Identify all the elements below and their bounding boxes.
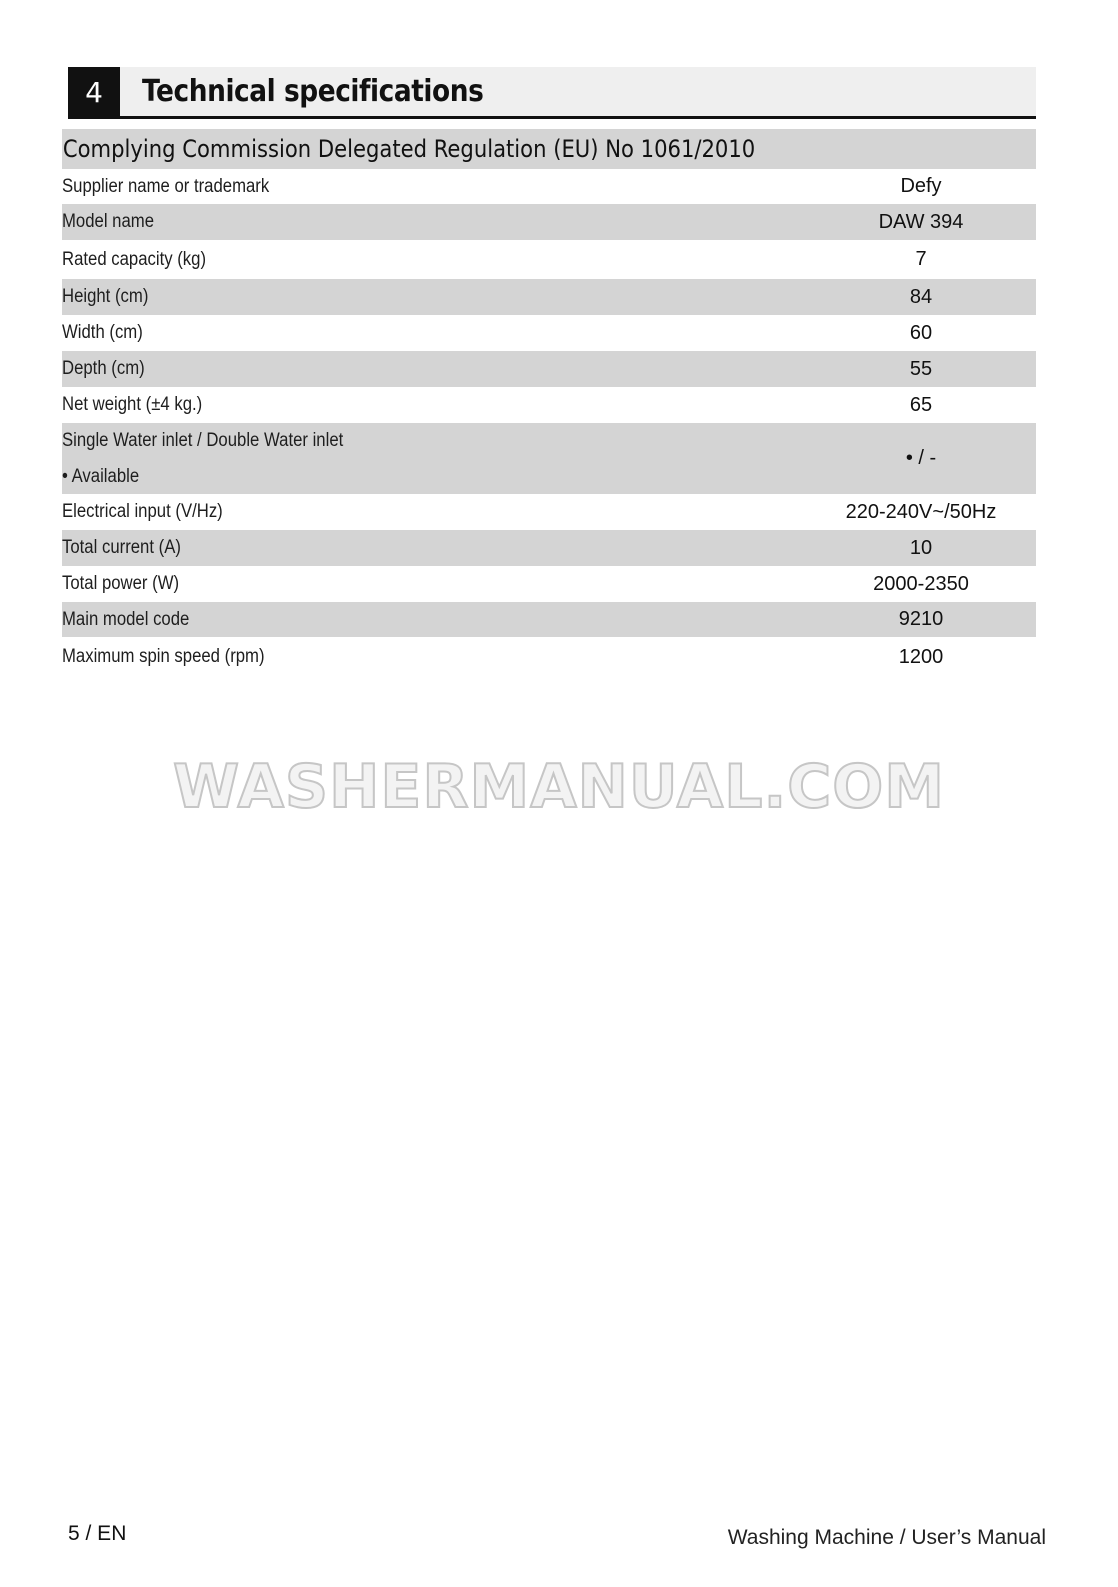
watermark: WASHERMANUAL.COM [173,752,945,822]
spec-value: 84 [909,285,933,308]
spec-value: 10 [909,536,933,559]
spec-value: 55 [909,357,933,380]
spec-value: 220-240V~/50Hz [845,500,997,523]
spec-row-spin-speed [62,637,1036,677]
spec-label [62,387,806,423]
spec-value: 1200 [898,645,944,668]
section-title: Technical specifications [142,74,484,109]
table-title [62,129,1036,169]
spec-value: Defy [900,175,942,197]
spec-row-height [62,279,1036,315]
spec-label-text: Maximum spin speed (rpm) [62,646,265,667]
spec-label [62,169,806,204]
spec-label [62,602,806,637]
footer-title: Washing Machine / User’s Manual [727,1526,1046,1549]
spec-value: 7 [915,248,927,270]
spec-row-total-current [62,530,1036,566]
spec-label [62,637,806,677]
spec-row-total-power [62,566,1036,602]
spec-label-subtext: • Available [62,465,140,487]
spec-label-text: Total power (W) [62,573,180,594]
spec-label-text: Main model code [62,608,190,630]
spec-label [62,530,806,566]
spec-label-text: Height (cm) [62,286,149,307]
spec-table [62,129,1036,677]
spec-row-water-inlet [62,423,1036,494]
spec-row-model-name [62,204,1036,240]
spec-row-electrical-input [62,494,1036,530]
spec-label-text: Model name [62,211,155,232]
spec-label-text: Width (cm) [62,322,143,343]
spec-row-depth [62,351,1036,387]
spec-row-main-model-code [62,602,1036,637]
spec-value: DAW 394 [878,210,964,233]
spec-label [62,423,806,494]
spec-label-text: Total current (A) [62,537,181,558]
spec-value: 60 [909,321,933,344]
spec-label [62,204,806,240]
spec-row-width [62,315,1036,351]
spec-row-capacity [62,240,1036,279]
spec-row-supplier [62,169,1036,204]
spec-label [62,566,806,602]
spec-label [62,494,806,530]
spec-value: • / - [905,447,937,469]
spec-label [62,279,806,315]
spec-label [62,315,806,351]
spec-label-text: Electrical input (V/Hz) [62,501,223,522]
spec-value: 2000-2350 [873,572,969,595]
section-number: 4 [68,67,120,119]
spec-row-net-weight [62,387,1036,423]
spec-value: 65 [909,393,933,416]
spec-label-text: Single Water inlet / Double Water inlet [62,429,344,451]
spec-label-text: Rated capacity (kg) [62,248,207,270]
spec-value: 9210 [898,608,944,630]
section-header [68,67,1036,119]
spec-label [62,351,806,387]
footer-page-number: 5 / EN [68,1522,127,1545]
spec-label-text: Supplier name or trademark [62,175,270,197]
spec-label-text: Depth (cm) [62,358,145,379]
spec-label-text: Net weight (±4 kg.) [62,394,203,415]
spec-label [62,240,806,279]
table-title-text: Complying Commission Delegated Regulation (EU) No 1061/2010 [62,135,756,163]
